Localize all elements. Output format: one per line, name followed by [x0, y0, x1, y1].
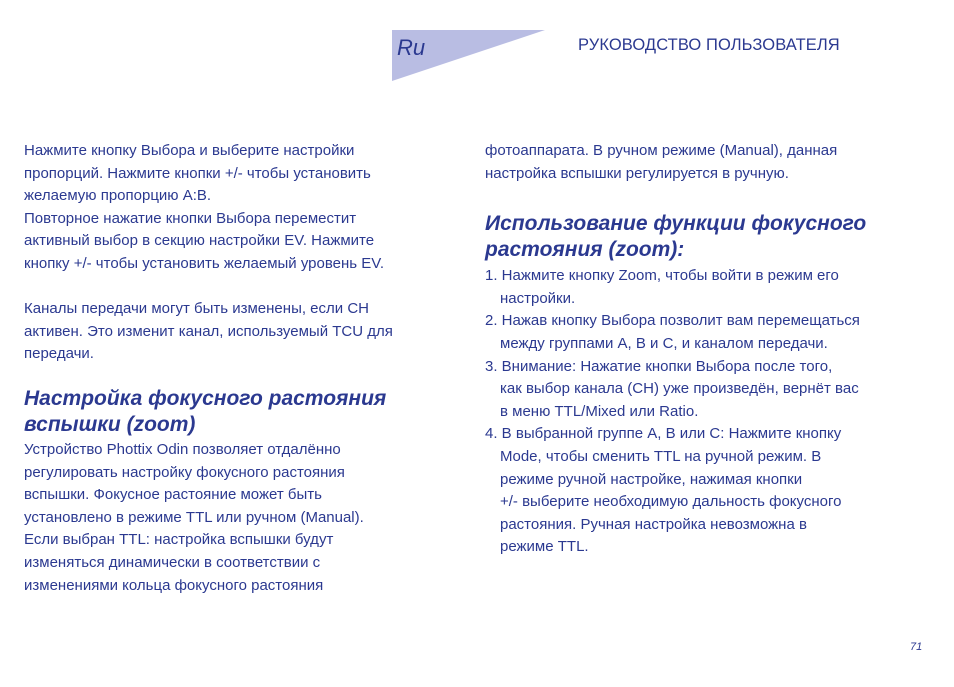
intro-paragraph	[24, 140, 464, 276]
right-column	[485, 140, 935, 559]
language-label: Ru	[397, 35, 426, 60]
text-line: активный выбор в секцию настройки EV. Нажмите	[24, 232, 375, 250]
text-line: установлено в режиме TTL или ручном (Manual).	[24, 508, 364, 526]
text-line: настройки.	[500, 289, 576, 307]
left-column	[24, 140, 464, 597]
text-line: Нажмите кнопку Выбора и выберите настройки	[24, 142, 355, 159]
text-line: 4. В выбранной группе A, B или C: Нажмите кнопку	[485, 425, 842, 443]
document-title: РУКОВОДСТВО ПОЛЬЗОВАТЕЛЯ	[578, 36, 840, 54]
text-line: в меню TTL/Mixed или Ratio.	[500, 402, 699, 420]
text-line: между группами A, B и C, и каналом передачи.	[500, 334, 828, 352]
text-line: изменяться динамически в соответствии с	[24, 553, 321, 571]
text-line: Если выбран TTL: настройка вспышки будут	[24, 531, 334, 549]
text-line: желаемую пропорцию A:B.	[24, 187, 212, 205]
page-number: 71	[910, 641, 923, 653]
list-item	[485, 310, 935, 355]
text-line: 2. Нажав кнопку Выбора позволит вам перемещаться	[485, 312, 860, 330]
continued-paragraph	[485, 140, 935, 185]
text-line: вспышки. Фокусное растояние может быть	[24, 486, 322, 504]
list-item	[485, 356, 935, 424]
paragraph-gap	[24, 276, 464, 299]
zoom-steps-list	[485, 265, 935, 559]
channel-paragraph	[24, 298, 464, 366]
section-heading-flash-zoom	[24, 386, 464, 438]
text-line: регулировать настройку фокусного растояния	[24, 463, 345, 481]
heading-line: Использование функции фокусного	[485, 212, 867, 236]
text-line: 3. Внимание: Нажатие кнопки Выбора после того,	[485, 357, 833, 375]
flash-zoom-paragraph	[24, 439, 464, 597]
text-line: как выбор канала (CH) уже произведён, вернёт вас	[500, 380, 859, 398]
text-line: режиме ручной настройке, нажимая кнопки	[500, 470, 803, 488]
text-line: передачи.	[24, 345, 94, 363]
list-item	[485, 423, 935, 559]
text-line: изменениями кольца фокусного растояния	[24, 576, 324, 594]
heading-line: растояния (zoom):	[485, 238, 685, 262]
text-line: активен. Это изменит канал, используемый TCU для	[24, 322, 393, 340]
list-item	[485, 265, 935, 310]
heading-line: Настройка фокусного растояния	[24, 386, 387, 410]
text-line: Устройство Phottix Odin позволяет отдалённо	[24, 440, 341, 458]
text-line: растояния. Ручная настройка невозможна в	[500, 515, 807, 533]
language-tab	[392, 30, 545, 81]
text-line: режиме TTL.	[500, 538, 589, 556]
text-line: 1. Нажмите кнопку Zoom, чтобы войти в режим его	[485, 267, 839, 285]
text-line: кнопку +/- чтобы установить желаемый уровень EV.	[24, 254, 385, 272]
section-heading-zoom-function	[485, 211, 935, 263]
text-line: Повторное нажатие кнопки Выбора переместит	[24, 209, 357, 227]
text-line: пропорций. Нажмите кнопки +/- чтобы установить	[24, 164, 371, 182]
text-line: фотоаппарата. В ручном режиме (Manual), данная	[485, 142, 838, 159]
text-line: +/- выберите необходимую дальность фокусного	[500, 493, 842, 511]
heading-line: вспышки (zoom)	[24, 412, 196, 436]
text-line: Каналы передачи могут быть изменены, если CH	[24, 300, 369, 318]
text-line: настройка вспышки регулируется в ручную.	[485, 164, 789, 182]
text-line: Mode, чтобы сменить TTL на ручной режим. В	[500, 447, 822, 465]
